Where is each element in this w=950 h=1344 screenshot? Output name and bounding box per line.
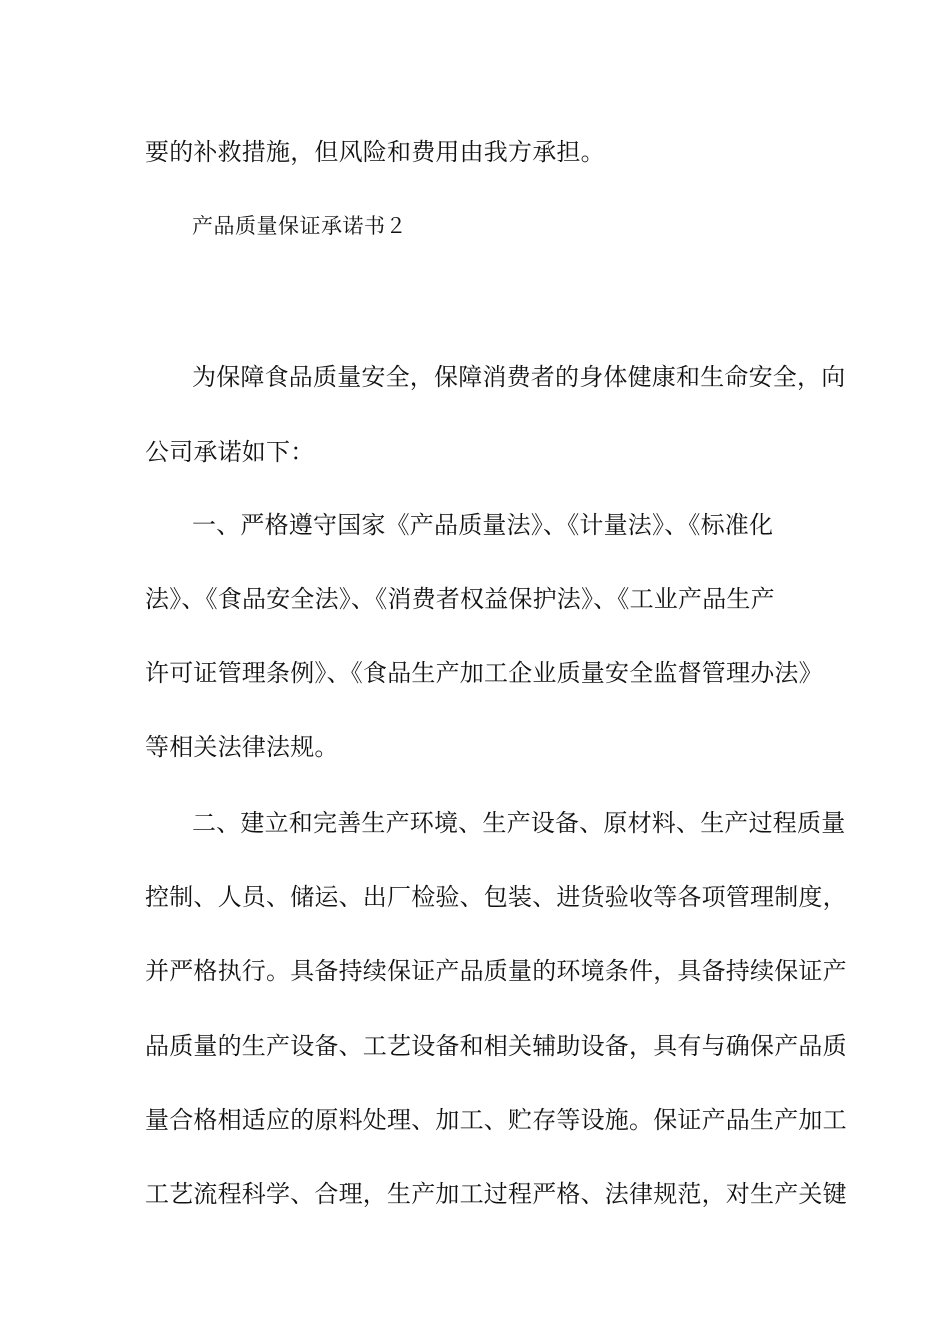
text-line: 工艺流程科学、合理，生产加工过程严格、法律规范，对生产关键 (145, 1180, 847, 1208)
text-line: 二、建立和完善生产环境、生产设备、原材料、生产过程质量 (192, 809, 846, 837)
text-line: 品质量的生产设备、工艺设备和相关辅助设备，具有与确保产品质 (145, 1032, 847, 1060)
text-line: 为保障食品质量安全，保障消费者的身体健康和生命安全，向 (192, 363, 846, 391)
section-title: 产品质量保证承诺书２ (192, 214, 407, 238)
text-line: 要的补救措施，但风险和费用由我方承担。 (145, 138, 605, 166)
text-line: 法》、《食品安全法》、《消费者权益保护法》、《工业产品生产 (145, 585, 775, 613)
text-line: 等相关法律法规。 (145, 733, 339, 761)
text-line: 一、严格遵守国家《产品质量法》、《计量法》、《标准化 (192, 511, 774, 539)
text-line: 控制、人员、储运、出厂检验、包装、进货验收等各项管理制度， (145, 883, 847, 911)
text-line: 量合格相适应的原料处理、加工、贮存等设施。保证产品生产加工 (145, 1106, 847, 1134)
text-line: 许可证管理条例》、《食品生产加工企业质量安全监督管理办法》 (145, 659, 823, 687)
text-line: 公司承诺如下： (145, 438, 315, 466)
text-line: 并严格执行。具备持续保证产品质量的环境条件，具备持续保证产 (145, 957, 847, 985)
